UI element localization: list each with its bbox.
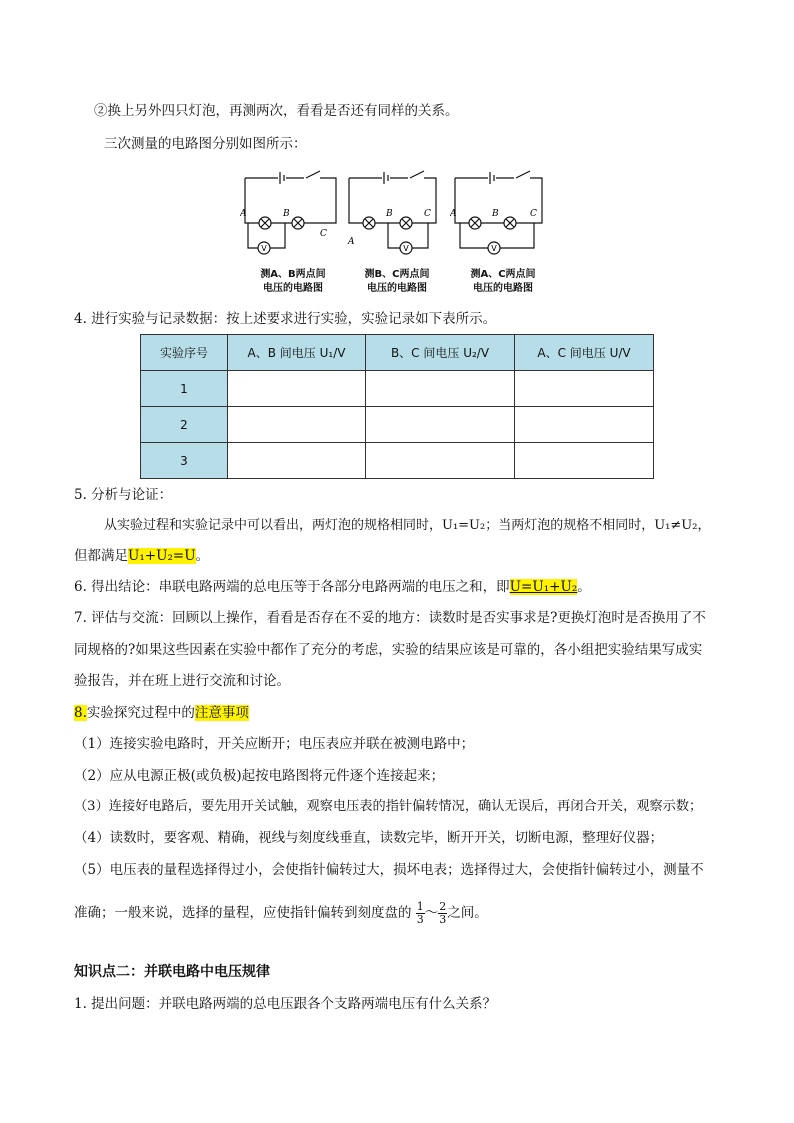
figure-caption-line1: 测A、C两点间 [470, 269, 536, 280]
item-7-line-1: 7. 评估与交流：回顾以上操作，看看是否存在不妥的地方：读数时是否实事求是?更换灯泡时是否换用了不 [74, 610, 706, 626]
item-6-end: 。 [577, 579, 591, 595]
trial-number: 2 [141, 407, 228, 443]
item-7-line-2: 同规格的?如果这些因素在实验中都作了充分的考虑，实验的结果应该是可靠的，各小组把实验结果写成实 [74, 642, 703, 658]
circuit-figure-ab [240, 168, 340, 298]
cell-u1[interactable] [228, 443, 366, 479]
parallel-question-1: 1. 提出问题：并联电路两端的总电压跟各个支路两端电压有什么关系？ [74, 996, 497, 1012]
cell-u[interactable] [515, 371, 654, 407]
trial-number: 3 [141, 443, 228, 479]
header-u: A、C 间电压 U/V [515, 335, 654, 371]
cell-u2[interactable] [366, 371, 515, 407]
point-b-label: B [492, 209, 499, 219]
point-c-label: C [530, 209, 537, 219]
cell-u2[interactable] [366, 407, 515, 443]
item-8-text: 实验探究过程中的 [86, 705, 195, 721]
circuit-diagram-ac [450, 168, 550, 268]
item-5: 5. 分析与论证： [74, 487, 173, 503]
highlight-conclusion-formula: U=U₁+U₂ [509, 579, 578, 595]
cell-u1[interactable] [228, 407, 366, 443]
step-2-text: ②换上另外四只灯泡，再测两次，看看是否还有同样的关系。 [94, 103, 459, 119]
voltmeter-symbol: V [491, 244, 497, 253]
note-1: （1）连接实验电路时，开关应断开；电压表应并联在被测电路中； [74, 736, 475, 752]
circuit-diagram-bc [344, 168, 444, 268]
item-4: 4. 进行实验与记录数据：按上述要求进行实验，实验记录如下表所示。 [74, 311, 497, 327]
item-6-text: 6. 得出结论：串联电路两端的总电压等于各部分电路两端的电压之和，即 [74, 579, 510, 595]
note-5-line-2-text: 准确；一般来说，选择的量程，应使指针偏转到刻度盘的 [74, 905, 412, 921]
figure-caption-line1: 测B、C两点间 [364, 269, 430, 280]
point-b-label: B [386, 209, 393, 219]
item-8-highlight: 注意事项 [194, 705, 249, 721]
analysis-prefix: 但都满足 [74, 548, 128, 564]
table-row [141, 371, 654, 407]
header-u2: B、C 间电压 U₂/V [366, 335, 515, 371]
note-5-line-2-end: 之间。 [447, 905, 488, 921]
cell-u2[interactable] [366, 443, 515, 479]
circuit-diagram-ab [240, 168, 340, 268]
cell-u[interactable] [515, 407, 654, 443]
figure-caption-line2: 电压的电路图 [367, 283, 427, 294]
cell-u1[interactable] [228, 371, 366, 407]
analysis-suffix: 。 [195, 548, 210, 564]
experiment-table [140, 334, 654, 479]
note-5: （5）电压表的量程选择得过小，会使指针偏转过大，损坏电表；选择得过大，会使指针偏转过小，测量不 [74, 862, 704, 878]
header-u1: A、B 间电压 U₁/V [228, 335, 366, 371]
point-a-label: A [240, 209, 247, 219]
item-7-line-3: 验报告，并在班上进行交流和讨论。 [74, 673, 290, 689]
voltmeter-symbol: V [403, 244, 409, 253]
analysis-line-1: 从实验过程和实验记录中可以看出，两灯泡的规格相同时，U₁=U₂；当两灯泡的规格不相同时，U₁≠U₂， [104, 518, 711, 533]
note-5-line-2 [74, 893, 488, 933]
item-8-heading [74, 703, 249, 723]
figure-caption-line2: 电压的电路图 [473, 283, 533, 294]
highlight-sum-formula: U₁+U₂=U [128, 548, 196, 564]
table-row [141, 443, 654, 479]
point-b-label: B [283, 209, 290, 219]
analysis-line-2 [74, 546, 209, 566]
circuit-figure-bc [344, 168, 444, 298]
section-title: 知识点二：并联电路中电压规律 [74, 964, 270, 980]
point-c-label: C [424, 209, 431, 219]
header-trial: 实验序号 [141, 335, 228, 371]
circuit-figure-ac [450, 168, 550, 298]
table-row [141, 407, 654, 443]
note-3: （3）连接好电路后，要先用开关试触，观察电压表的指针偏转情况，确认无误后，再闭合开关，观察示数； [74, 799, 703, 814]
point-a-label: A [348, 237, 355, 247]
note-2: （2）应从电源正极(或负极)起按电路图将元件逐个连接起来； [74, 768, 445, 784]
fraction-two-thirds: $\frac{2}{3}$ [439, 900, 447, 926]
item-8-number: 8. [74, 705, 87, 721]
point-c-label: C [320, 229, 327, 239]
voltmeter-symbol: V [261, 244, 267, 253]
note-4: （4）读数时，要客观、精确，视线与刻度线垂直，读数完毕，断开开关，切断电源，整理好仪器； [74, 830, 664, 846]
figure-caption-line1: 测A、B两点间 [260, 269, 326, 280]
cell-u[interactable] [515, 443, 654, 479]
fraction-one-third: $\frac{1}{3}$ [416, 900, 424, 926]
item-6 [74, 577, 591, 597]
figure-intro: 三次测量的电路图分别如图所示： [104, 136, 307, 152]
point-a-label: A [450, 209, 457, 219]
table-header-row [141, 335, 654, 371]
trial-number: 1 [141, 371, 228, 407]
figure-caption-line2: 电压的电路图 [263, 283, 323, 294]
range-separator: ～ [424, 905, 439, 921]
